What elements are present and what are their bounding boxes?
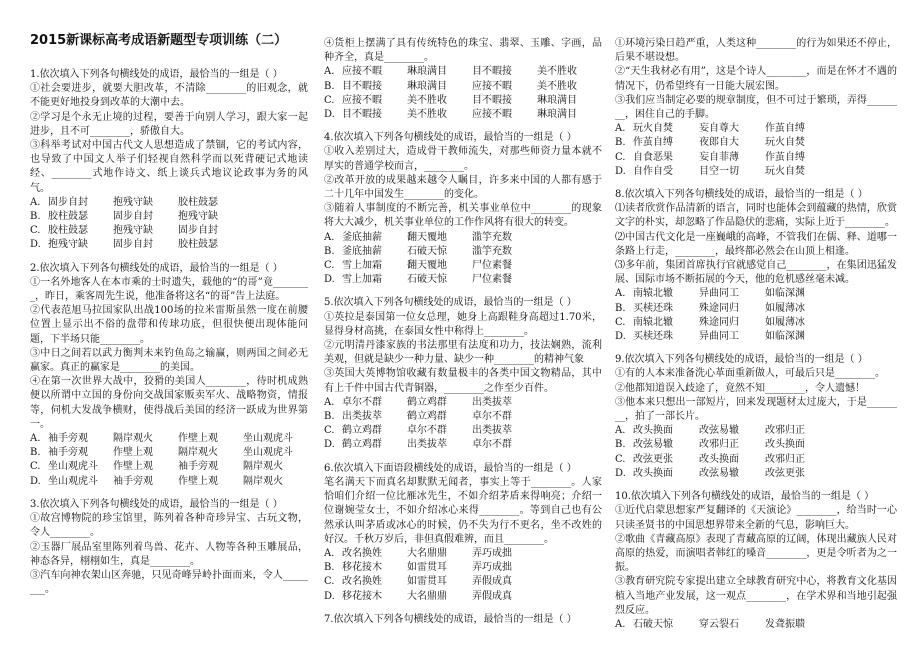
option-choice: 尸位素餐: [472, 274, 512, 286]
option-choice: 雪上加霜: [342, 274, 382, 286]
option-choice: 滥竽充数: [472, 231, 512, 243]
option-choice: 固步自封: [113, 211, 153, 223]
option-letter: D.: [615, 467, 626, 479]
option-choice: [831, 287, 897, 301]
option-choice: 卓尔不群: [407, 425, 447, 437]
spacer: [324, 287, 602, 296]
question-sentence: ①有的人本来准备洗心革面重新做人，可最后只是________。: [615, 368, 885, 380]
spacer: [615, 344, 897, 353]
answer-option: [30, 460, 308, 474]
option-letter: C.: [615, 151, 626, 163]
option-choice: 隔岸观火: [243, 461, 283, 473]
option-choice: 滥竽充数: [472, 245, 512, 257]
spacer: [30, 597, 308, 606]
answer-option: [615, 151, 897, 165]
answer-option: [324, 561, 602, 575]
question-sentence: ⑵中国古代文化是一座巍峨的高峰，不管我们在儒、释、道哪一条路上行走，________，最终都必然会在山顶上相逢。: [615, 231, 897, 257]
option-letter: D.: [615, 165, 626, 177]
option-choice: 改弦易辙: [699, 467, 739, 479]
answer-option: [615, 316, 897, 330]
option-letter: B.: [615, 137, 626, 149]
question-sentence: 笔名满天下而真名却默默无闻者，事实上等于________。人家恰咱们介绍一位比雁冰先生，不如介绍茅盾来得响亮；介绍一位谢婉莹女士，不如介绍冰心来得________。等到自己也有公然承认叫茅盾或冰心的时候，仍不失为行不更名，坐不改姓的好汉。千秋万岁后，非但真假难辨，而且________。: [324, 476, 602, 545]
option-choice: 石破天惊: [633, 618, 673, 630]
option-choice: 固步自封: [48, 196, 88, 208]
option-choice: [537, 438, 602, 452]
answer-option: [324, 438, 602, 452]
answer-option: [324, 396, 602, 410]
option-choice: 石破天惊: [407, 245, 447, 257]
option-choice: 抱残守缺: [113, 225, 153, 237]
option-choice: 夜郎自大: [699, 137, 739, 149]
option-choice: 出类拔萃: [342, 411, 382, 423]
option-choice: 作壁上观: [113, 447, 153, 459]
answer-option: [324, 410, 602, 424]
option-choice: 应接不暇: [342, 66, 382, 78]
option-letter: C.: [615, 453, 626, 465]
question-block: [324, 613, 602, 627]
option-choice: 改邪归正: [765, 425, 805, 437]
question-stem: 5.依次填入下列各句横线处的成语，最恰当的一组是（ ）: [324, 297, 577, 309]
option-choice: 弄巧成拙: [472, 562, 512, 574]
column-right: [615, 37, 897, 641]
option-choice: [243, 210, 308, 224]
answer-option: [324, 424, 602, 438]
question-sentence: ②学习是个永无止境的过程，要善于向别人学习，跟大家一起进步，且不可________，骄傲自大。: [30, 111, 308, 137]
option-choice: 目不暇接: [342, 80, 382, 92]
option-choice: [831, 330, 897, 344]
question-block: [324, 296, 602, 452]
question-block: [30, 262, 308, 489]
option-choice: 如临深渊: [765, 288, 805, 300]
option-choice: 鹤立鸡群: [342, 425, 382, 437]
option-choice: [831, 165, 897, 179]
option-choice: 抱残守缺: [178, 211, 218, 223]
answer-option: [615, 453, 897, 467]
answer-option: [324, 245, 602, 259]
option-letter: C.: [324, 260, 335, 272]
option-choice: [537, 575, 602, 589]
option-choice: [831, 438, 897, 452]
option-choice: 改头换面: [633, 425, 673, 437]
option-letter: A.: [324, 66, 335, 78]
option-letter: C.: [324, 94, 335, 106]
option-choice: [831, 316, 897, 330]
option-choice: 如履薄冰: [765, 302, 805, 314]
option-letter: A.: [324, 396, 335, 408]
option-choice: [537, 231, 602, 245]
answer-option: [30, 432, 308, 446]
question-block: [30, 68, 308, 253]
question-sentence: ①社会要进步，就要大胆改革，不清除________的旧观念，就不能更好地投身到改革的大潮中去。: [30, 83, 308, 109]
option-choice: [537, 273, 602, 287]
option-letter: B.: [324, 411, 335, 423]
spacer: [324, 122, 602, 131]
question-stem: 4.依次填入下列各句横线处的成语，最恰当的一组是（ ）: [324, 132, 577, 144]
option-letter: D.: [324, 590, 335, 602]
option-letter: A.: [615, 618, 626, 630]
option-choice: 坐山观虎斗: [243, 433, 293, 445]
option-choice: [243, 224, 308, 238]
answer-option: [30, 475, 308, 489]
option-choice: 琳琅满目: [537, 109, 577, 121]
option-choice: 妄自尊大: [699, 123, 739, 135]
option-choice: 改头换面: [633, 467, 673, 479]
option-letter: A.: [615, 288, 626, 300]
option-choice: 自食恶果: [633, 151, 673, 163]
option-letter: D.: [324, 274, 335, 286]
option-choice: 改邪归正: [765, 453, 805, 465]
answer-option: [615, 136, 897, 150]
option-choice: [537, 259, 602, 273]
option-letter: D.: [30, 239, 41, 251]
question-stem: 3.依次填入下列各句横线处的成语，最恰当的一组是（ ）: [30, 498, 283, 510]
option-choice: 发聋振聩: [765, 618, 805, 630]
answer-option: [324, 80, 602, 94]
option-choice: 卓尔不群: [472, 439, 512, 451]
column-left: [30, 33, 308, 606]
answer-option: [615, 165, 897, 179]
option-letter: B.: [324, 245, 335, 257]
answer-option: [615, 302, 897, 316]
option-choice: 如临深渊: [765, 331, 805, 343]
question-sentence: ①环境污染日趋严重，人类这种________的行为如果还不停止，后果不堪设想。: [615, 38, 897, 64]
option-choice: 胶柱鼓瑟: [178, 196, 218, 208]
option-choice: 南辕北辙: [633, 316, 673, 328]
option-letter: A.: [324, 231, 335, 243]
option-choice: 鹤立鸡群: [342, 439, 382, 451]
option-choice: 大名鼎鼎: [407, 590, 447, 602]
spacer: [324, 453, 602, 462]
answer-option: [324, 94, 602, 108]
option-choice: 买椟还珠: [633, 302, 673, 314]
question-sentence: ①近代启蒙思想家严复翻译的《天演论》________，给当时一心只读圣贤书的中国思想界带来全新的气息，影响巨大。: [615, 505, 897, 531]
option-choice: 自作自受: [633, 165, 673, 177]
option-choice: [831, 122, 897, 136]
option-choice: [243, 196, 308, 210]
question-sentence: ②玉器厂展品室里陈列着鸟兽、花卉、人物等各种玉雕展品，神态各异，栩栩如生，真是________。: [30, 541, 308, 567]
option-choice: 作壁上观: [178, 475, 218, 487]
option-choice: 鹤立鸡群: [407, 411, 447, 423]
option-choice: 隔岸观火: [178, 447, 218, 459]
option-choice: 抱残守缺: [48, 239, 88, 251]
option-choice: [537, 547, 602, 561]
spacer: [615, 179, 897, 188]
option-choice: 坐山观虎斗: [48, 461, 98, 473]
question-sentence: ③教育研究院专家提出建立全球教育研究中心，将教育文化基因植入当地产业发展，这一观点________，在学术界和当地引起强烈反应。: [615, 576, 897, 616]
question-block: [615, 490, 897, 632]
question-sentence: ②改革开放的成果越来越令人瞩目，许多来中国的人都有感于二十几年中国发生________的变化。: [324, 174, 602, 201]
spacer: [324, 627, 602, 636]
option-letter: C.: [324, 425, 335, 437]
column-middle: [324, 37, 602, 636]
option-choice: 袖手旁观: [48, 447, 88, 459]
option-choice: 改弦更张: [633, 453, 673, 465]
option-letter: A.: [30, 433, 41, 445]
option-choice: 改弦易辙: [633, 439, 673, 451]
option-choice: 袖手旁观: [178, 461, 218, 473]
option-choice: 作茧自缚: [765, 123, 805, 135]
question-sentence: ③英国大英博物馆收藏有数量极丰的各类中国文物精品，其中有上千件中国古代青铜器，________之作至少百件。: [324, 368, 602, 394]
option-choice: [243, 238, 308, 252]
question-sentence: ②“天生我材必有用”，这是个诗人________，而是在怀才不遇的情况下，仍希望终有一日能大展宏图。: [615, 66, 897, 92]
option-choice: 移花接木: [342, 562, 382, 574]
answer-option: [30, 446, 308, 460]
option-choice: 隔岸观火: [243, 475, 283, 487]
option-choice: 美不胜收: [407, 109, 447, 121]
option-choice: 雪上加霜: [342, 260, 382, 272]
answer-option: [324, 273, 602, 287]
option-choice: 出类拔萃: [407, 439, 447, 451]
option-letter: A.: [615, 123, 626, 135]
option-choice: [831, 151, 897, 165]
option-choice: 改头换面: [765, 439, 805, 451]
option-letter: B.: [324, 80, 335, 92]
option-choice: 买椟还珠: [633, 331, 673, 343]
option-choice: [831, 136, 897, 150]
option-letter: A.: [324, 547, 335, 559]
option-letter: C.: [615, 316, 626, 328]
answer-option: [615, 287, 897, 301]
spacer: [30, 253, 308, 262]
question-block: [324, 37, 602, 122]
question-sentence: ②代表范旭马拉国家队出战100场的拉米雷斯虽然一度在前腰位置上显示出不俗的盘带和传球功底，但很快便出现体能问题，下半场只能________。: [30, 305, 308, 345]
option-choice: 尸位素餐: [472, 260, 512, 272]
option-letter: A.: [30, 196, 41, 208]
option-choice: [831, 618, 897, 632]
option-letter: D.: [324, 109, 335, 121]
option-choice: 出类拔萃: [472, 396, 512, 408]
option-choice: 固步自封: [178, 225, 218, 237]
option-choice: 改名换姓: [342, 576, 382, 588]
option-choice: 应接不暇: [472, 109, 512, 121]
question-stem: 10.依次填入下列各句横线处的成语，最恰当的一组是（ ）: [615, 491, 875, 503]
option-choice: 坐山观虎斗: [48, 475, 98, 487]
question-stem: 2.依次填入下列各句横线处的成语，最恰当的一组是（ ）: [30, 262, 283, 274]
page-title: 2015新课标高考成语新题型专项训练（二）: [30, 33, 288, 48]
option-choice: 应接不暇: [342, 94, 382, 106]
answer-option: [615, 330, 897, 344]
question-sentence: ②歌曲《青藏高原》表现了青藏高原的辽阔，体现出藏族人民对高原的热爱，而演唱者韩红的嗓音________，更是令听者为之一振。: [615, 533, 897, 574]
option-choice: 如雷贯耳: [407, 562, 447, 574]
option-choice: 袖手旁观: [113, 475, 153, 487]
option-choice: 殊途同归: [699, 316, 739, 328]
option-choice: 应接不暇: [472, 80, 512, 92]
option-choice: [831, 453, 897, 467]
option-letter: D.: [615, 331, 626, 343]
question-stem: 1.依次填入下列各句横线处的成语，最恰当的一组是（ ）: [30, 69, 283, 80]
option-choice: 隔岸观火: [113, 433, 153, 445]
question-sentence: ④在第一次世界大战中，狡猾的美国人________，待时机成熟便以所谓中立国的身份向交战国家贩卖军火、战略物资，情报等，伺机大发战争横财，使得战后美国的经济一跃成为世界第一。: [30, 376, 308, 430]
question-sentence: ⑶多年前，集团首席执行官就感觉自己________，在集团迅猛发展、国际市场不断拓展的今天，他的危机感丝毫未减。: [615, 260, 897, 286]
spacer: [615, 632, 897, 641]
option-choice: 目空一切: [699, 165, 739, 177]
option-choice: 目不暇接: [342, 109, 382, 121]
option-letter: B.: [615, 302, 626, 314]
question-stem: 9.依次填入下列各句横线处的成语，最恰当的一组是（ ）: [615, 354, 868, 366]
option-choice: 如雷贯耳: [407, 576, 447, 588]
option-choice: 美不胜收: [407, 94, 447, 106]
option-letter: A.: [615, 425, 626, 437]
answer-option: [615, 438, 897, 452]
option-letter: B.: [30, 211, 41, 223]
answer-option: [615, 122, 897, 136]
option-choice: 翻天覆地: [407, 231, 447, 243]
option-letter: C.: [30, 461, 41, 473]
question-sentence: ③汽车向神农架山区奔驰，只见奇峰异岭扑面而来，令人________。: [30, 569, 308, 596]
option-choice: 大名鼎鼎: [407, 547, 447, 559]
option-choice: 殊途同归: [699, 302, 739, 314]
answer-option: [324, 231, 602, 245]
option-choice: 妄自菲薄: [699, 151, 739, 163]
spacer: [324, 604, 602, 613]
answer-option: [615, 424, 897, 438]
option-letter: B.: [324, 562, 335, 574]
answer-option: [30, 238, 308, 252]
option-choice: 鹤立鸡群: [407, 396, 447, 408]
option-choice: 目不暇接: [472, 66, 512, 78]
question-sentence: ①一名外地客人在本市乘的士时遗失，载他的“的哥”竟________，昨日，乘客周先生说，他准备将这名“的哥”告上法庭。: [30, 276, 308, 303]
option-choice: 出类拔萃: [472, 425, 512, 437]
option-choice: 釜底抽薪: [342, 245, 382, 257]
option-choice: [537, 410, 602, 424]
answer-option: [324, 575, 602, 589]
option-choice: [537, 561, 602, 575]
option-choice: 如履薄冰: [765, 316, 805, 328]
option-choice: 弄巧成拙: [472, 547, 512, 559]
question-block: [615, 188, 897, 344]
answer-option: [615, 467, 897, 481]
option-choice: [537, 590, 602, 604]
option-choice: 目不暇接: [472, 94, 512, 106]
answer-option: [615, 618, 897, 632]
answer-option: [30, 196, 308, 210]
question-block: [324, 462, 602, 604]
option-letter: C.: [324, 576, 335, 588]
option-choice: 美不胜收: [537, 66, 577, 78]
option-choice: 改邪归正: [699, 439, 739, 451]
option-choice: 翻天覆地: [407, 260, 447, 272]
option-choice: [831, 467, 897, 481]
option-choice: 卓尔不群: [342, 396, 382, 408]
option-choice: 坐山观虎斗: [243, 447, 293, 459]
option-choice: 琳琅满目: [537, 94, 577, 106]
question-sentence: ①收入差别过大，造成骨干教师流失，对那些师资力量本就不厚实的普通学校而言，________。: [324, 146, 602, 172]
option-choice: 玩火自焚: [765, 137, 805, 149]
question-sentence: ④货柜上摆满了具有传统特色的珠宝、翡翠、玉雕、字画，品种齐全，真是________。: [324, 38, 602, 64]
option-choice: 改弦更张: [765, 467, 805, 479]
option-choice: 玩火自焚: [765, 165, 805, 177]
question-sentence: ①故宫博物院的珍宝馆里，陈列着各种奇珍异宝、古玩文物，令人________。: [30, 513, 308, 539]
option-choice: 作茧自缚: [633, 137, 673, 149]
option-choice: 弄假成真: [472, 590, 512, 602]
option-choice: 釜底抽薪: [342, 231, 382, 243]
option-choice: 胶柱鼓瑟: [178, 239, 218, 251]
option-choice: 玩火自焚: [633, 123, 673, 135]
option-choice: 改弦易辙: [699, 425, 739, 437]
question-stem: 8.依次填入下列各句横线处的成语，最恰当的一组是（ ）: [615, 189, 868, 201]
option-choice: [537, 245, 602, 259]
option-letter: D.: [324, 439, 335, 451]
option-choice: 袖手旁观: [48, 433, 88, 445]
option-choice: 移花接木: [342, 590, 382, 602]
question-stem: 7.依次填入下列各句横线处的成语，最恰当的一组是（ ）: [324, 613, 577, 625]
question-block: [324, 131, 602, 287]
answer-option: [30, 224, 308, 238]
option-choice: [831, 302, 897, 316]
question-sentence: ③科举考试对中国古代文人思想造成了禁锢，它的考试内容，也导致了中国文人举子们轻视自然科学而以死背硬记式地读经、________式地作诗文、纸上谈兵式地议论政事为务的风气。: [30, 140, 308, 194]
question-sentence: ③我们应当制定必要的规章制度，但不可过于繁琐，弄得________，困住自己的手脚。: [615, 94, 897, 121]
option-choice: 固步自封: [113, 239, 153, 251]
option-choice: 作茧自缚: [765, 151, 805, 163]
option-letter: D.: [30, 475, 41, 487]
question-sentence: ③随着人事制度的不断完善，机关事业单位中________的现象将大大减少，机关事业单位的工作作风将有很大的转变。: [324, 203, 602, 229]
answer-option: [324, 108, 602, 122]
option-choice: 卓尔不群: [472, 411, 512, 423]
option-choice: 改名换姓: [342, 547, 382, 559]
question-block: [615, 37, 897, 179]
option-choice: 琳琅满目: [407, 80, 447, 92]
question-block: [615, 353, 897, 481]
question-sentence: ②元明清丹漆家族的书法那里有法度和功力，技法娴熟，流利美观，但就是缺少一种力量、缺少一种________的精神气象: [324, 340, 602, 366]
option-letter: B.: [30, 447, 41, 459]
option-choice: 琳琅满目: [407, 66, 447, 78]
question-sentence: ②他都知道误入歧途了，竟然不知________，令人遗憾！: [615, 382, 865, 394]
option-choice: 胶柱鼓瑟: [48, 225, 88, 237]
option-choice: 弄假成真: [472, 576, 512, 588]
question-stem: 6.依次填入下面语段横线处的成语，最恰当的一组是（ ）: [324, 462, 577, 474]
question-block: [30, 498, 308, 597]
option-choice: 穿云裂石: [699, 618, 739, 630]
option-choice: [537, 396, 602, 410]
option-choice: 石破天惊: [407, 274, 447, 286]
question-sentence: ①英拉是泰国第一位女总理，她身上高跟鞋身高超过1.70米，显得身材高挑，在泰国女性中称得上________。: [324, 311, 602, 337]
answer-option: [30, 210, 308, 224]
answer-option: [324, 65, 602, 79]
option-choice: 南辕北辙: [633, 288, 673, 300]
option-choice: 胶柱鼓瑟: [48, 211, 88, 223]
option-choice: 改头换面: [699, 453, 739, 465]
option-choice: 抱残守缺: [113, 196, 153, 208]
option-letter: C.: [30, 225, 41, 237]
answer-option: [324, 547, 602, 561]
question-sentence: ⑴读者欣赏作品清新的语言，同时也能体会到蕴藏的热情，欣赏文字的朴实，却忽略了作品隐伏的悲痛，实际上近于________。: [615, 203, 897, 229]
option-choice: 作壁上观: [113, 461, 153, 473]
answer-option: [324, 259, 602, 273]
option-choice: 美不胜收: [537, 80, 577, 92]
option-letter: B.: [615, 439, 626, 451]
option-choice: 作壁上观: [178, 433, 218, 445]
option-choice: [537, 424, 602, 438]
spacer: [615, 481, 897, 490]
option-choice: 异曲同工: [699, 288, 739, 300]
spacer: [30, 489, 308, 498]
option-choice: 异曲同工: [699, 331, 739, 343]
option-choice: [831, 424, 897, 438]
question-sentence: ③中日之间若以武力衡判未来钓鱼岛之输赢，则两国之间必无赢家。真正的赢家是________的美国。: [30, 347, 308, 374]
question-sentence: ③他本来只想出一部短片，回来发现题材太过庞大，于是________，拍了一部长片。: [615, 396, 897, 423]
answer-option: [324, 590, 602, 604]
